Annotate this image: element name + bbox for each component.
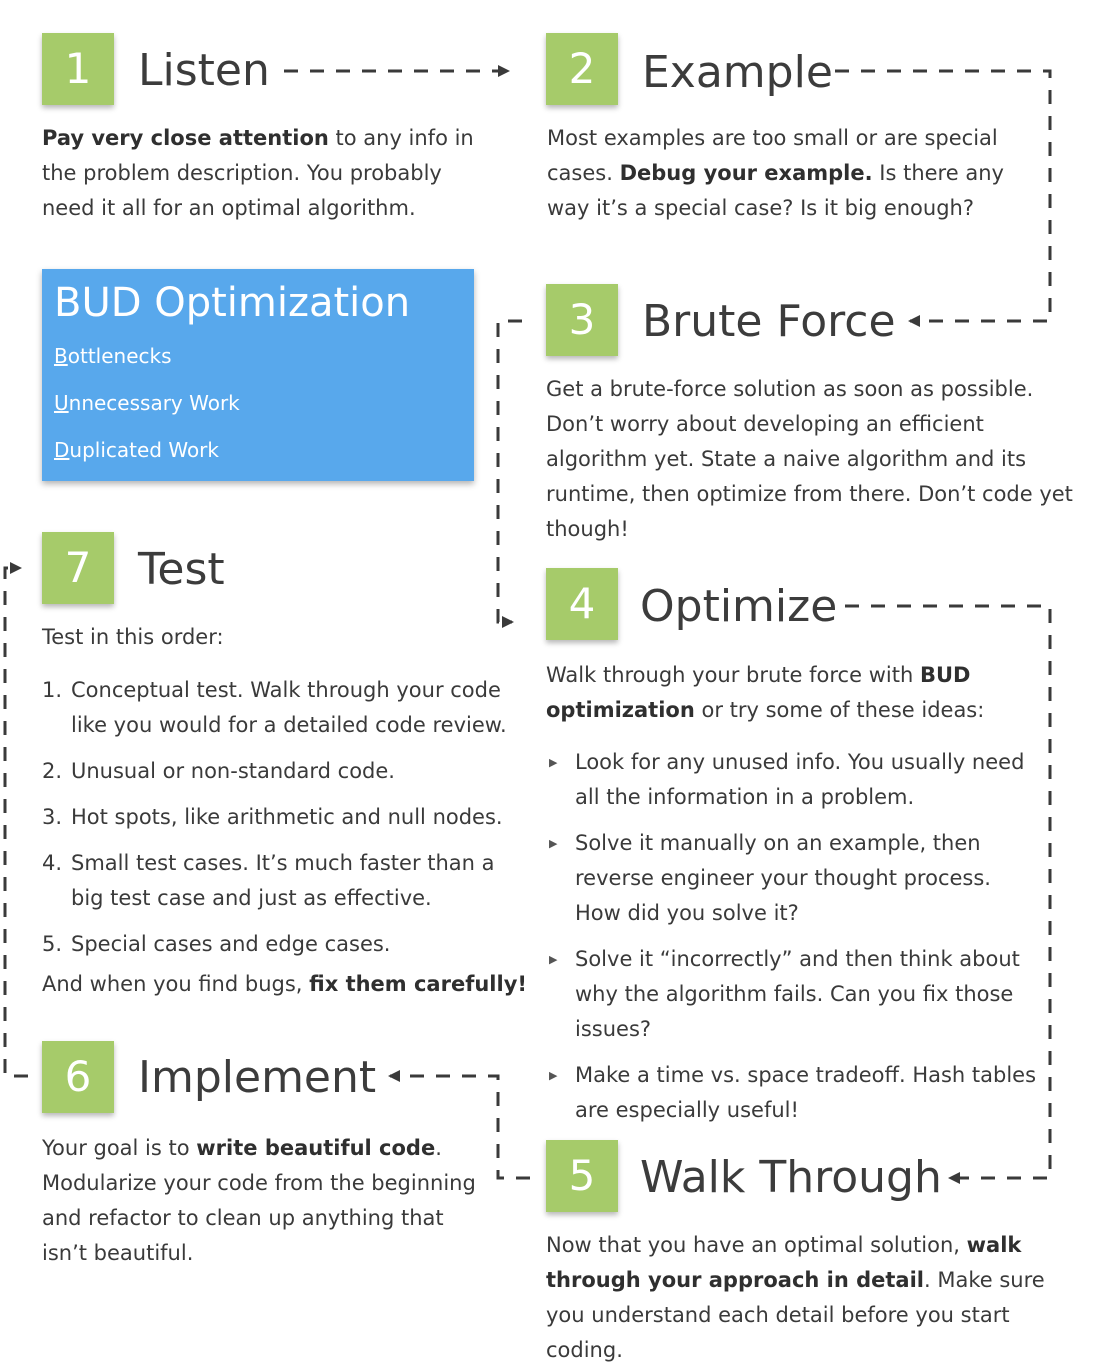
step-4-title: Optimize bbox=[640, 581, 838, 632]
step-5-number-badge: 5 bbox=[546, 1140, 618, 1212]
step-7-outro-text: And when you find bugs, bbox=[42, 972, 310, 996]
step-3-description: Get a brute-force solution as soon as possible. Don’t worry about developing an efficient algorithm yet. State a naive algorithm and its runtime, then optimize from there. Don’t code yet though! bbox=[546, 377, 1073, 541]
step-6-description bbox=[42, 1131, 487, 1271]
arrow-implement-to-test bbox=[5, 568, 28, 1076]
step-5-text-b: . Make sure you understand each detail before you start coding. bbox=[546, 1268, 1045, 1362]
step-2-bold: Debug your example. bbox=[619, 161, 873, 185]
step-7-title: Test bbox=[138, 544, 225, 595]
step-2-text-a: Most examples are too small or are special cases. bbox=[547, 126, 998, 185]
list-text: Small test cases. It’s much faster than a big test case and just as effective. bbox=[71, 851, 495, 910]
step-7-intro: Test in this order: bbox=[42, 625, 224, 649]
bud-item-bottlenecks bbox=[54, 341, 172, 371]
list-item bbox=[42, 754, 507, 789]
list-text: Conceptual test. Walk through your code like you would for a detailed code review. bbox=[71, 678, 507, 737]
step-7-test-list bbox=[42, 673, 507, 962]
list-item bbox=[42, 846, 507, 916]
list-item bbox=[546, 942, 1041, 1047]
list-item bbox=[546, 1058, 1041, 1128]
step-5-description bbox=[546, 1228, 1046, 1368]
step-1-number-badge: 1 bbox=[42, 33, 114, 105]
list-text: Special cases and edge cases. bbox=[71, 932, 391, 956]
list-text: Solve it “incorrectly” and then think about why the algorithm fails. Can you fix those issues? bbox=[575, 947, 1020, 1041]
step-4-ideas-list bbox=[546, 745, 1041, 1139]
step-1-bold: Pay very close attention bbox=[42, 126, 329, 150]
step-6-bold: write beautiful code bbox=[196, 1136, 436, 1160]
bullet-triangle-icon: ▶ bbox=[549, 1069, 558, 1082]
list-text: Solve it manually on an example, then reverse engineer your thought process. How did you solve it? bbox=[575, 831, 991, 925]
step-2-number-badge: 2 bbox=[546, 33, 618, 105]
bud-item-rest: uplicated Work bbox=[69, 438, 219, 462]
list-number: 1. bbox=[42, 678, 63, 702]
step-2-text-b: Is there any way it’s a special case? Is it big enough? bbox=[547, 161, 1004, 220]
step-5-bold: walk through your approach in detail bbox=[546, 1233, 1022, 1292]
step-1-title: Listen bbox=[138, 45, 270, 96]
bud-optimization-box bbox=[42, 269, 474, 481]
step-6-text-b: . Modularize your code from the beginning and refactor to clean up anything that isn’t beautiful. bbox=[42, 1136, 476, 1265]
step-7-outro bbox=[42, 967, 527, 1002]
bullet-triangle-icon: ▶ bbox=[549, 953, 558, 966]
step-1-description bbox=[42, 121, 487, 226]
bud-item-rest: nnecessary Work bbox=[68, 391, 240, 415]
step-4-bold: BUD optimization bbox=[546, 663, 971, 722]
step-6-number-badge: 6 bbox=[42, 1041, 114, 1113]
step-2-title: Example bbox=[642, 47, 833, 98]
list-text: Unusual or non-standard code. bbox=[71, 759, 395, 783]
list-item bbox=[546, 826, 1041, 931]
list-item bbox=[42, 800, 507, 835]
list-number: 5. bbox=[42, 932, 63, 956]
list-text: Hot spots, like arithmetic and null nodes. bbox=[71, 805, 503, 829]
list-text: Look for any unused info. You usually need all the information in a problem. bbox=[575, 750, 1025, 809]
bud-title: BUD Optimization bbox=[54, 280, 411, 326]
step-3-number-badge: 3 bbox=[546, 284, 618, 356]
list-item bbox=[546, 745, 1041, 815]
step-6-title: Implement bbox=[138, 1052, 377, 1103]
bud-item-rest: ottlenecks bbox=[67, 344, 172, 368]
step-7-outro-bold: fix them carefully! bbox=[309, 972, 527, 996]
arrow-bruteforce-to-optimize bbox=[498, 321, 522, 622]
bullet-triangle-icon: ▶ bbox=[549, 756, 558, 769]
step-1-text: to any info in the problem description. You probably need it all for an optimal algorithm. bbox=[42, 126, 474, 220]
step-2-description bbox=[547, 121, 1017, 226]
list-number: 2. bbox=[42, 759, 63, 783]
bud-item-initial: D bbox=[54, 438, 70, 462]
bullet-triangle-icon: ▶ bbox=[549, 837, 558, 850]
bud-item-duplicated-work bbox=[54, 435, 219, 465]
step-5-text-a: Now that you have an optimal solution, bbox=[546, 1233, 967, 1257]
step-3-title: Brute Force bbox=[642, 296, 896, 347]
list-number: 4. bbox=[42, 851, 63, 875]
bud-item-initial: U bbox=[54, 391, 69, 415]
step-4-text-a: Walk through your brute force with bbox=[546, 663, 920, 687]
list-item bbox=[42, 673, 507, 743]
step-4-description bbox=[546, 658, 1016, 728]
list-item bbox=[42, 927, 507, 962]
step-4-number-badge: 4 bbox=[546, 568, 618, 640]
step-6-text-a: Your goal is to bbox=[42, 1136, 197, 1160]
bud-item-unnecessary-work bbox=[54, 388, 240, 418]
step-4-text-b: or try some of these ideas: bbox=[694, 698, 985, 722]
bud-item-initial: B bbox=[54, 344, 68, 368]
list-number: 3. bbox=[42, 805, 63, 829]
list-text: Make a time vs. space tradeoff. Hash tables are especially useful! bbox=[575, 1063, 1037, 1122]
step-7-number-badge: 7 bbox=[42, 532, 114, 604]
step-5-title: Walk Through bbox=[640, 1152, 942, 1203]
